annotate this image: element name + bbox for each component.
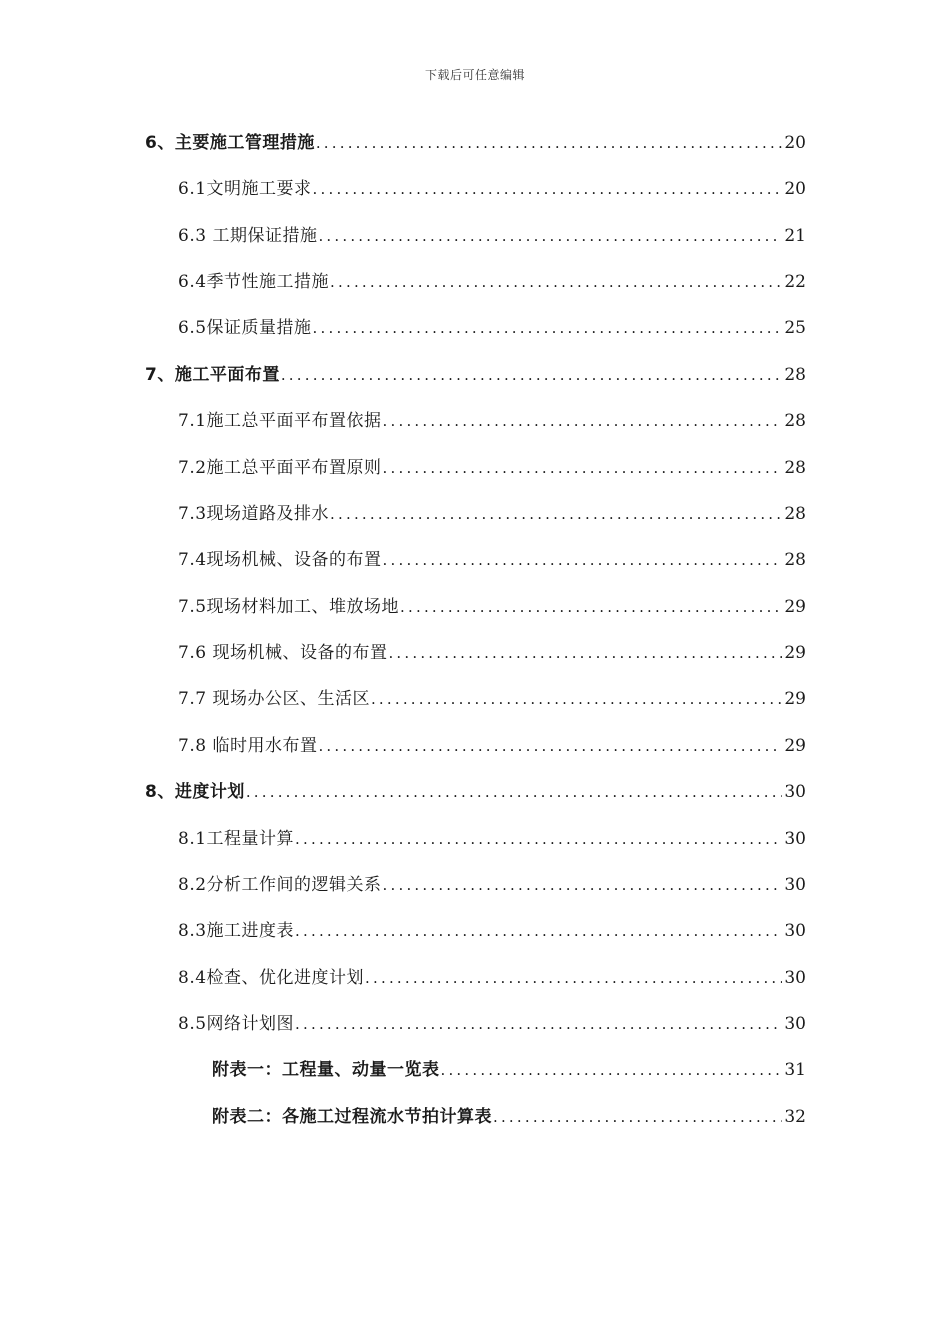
toc-entry[interactable] (178, 263, 806, 293)
dot-leader (295, 920, 782, 942)
toc-entry[interactable] (178, 402, 806, 432)
toc-entry-page: 28 (784, 504, 806, 524)
toc-entry-page: 28 (784, 458, 806, 478)
toc-entry-title: 6、主要施工管理措施 (145, 133, 315, 153)
toc-entry[interactable] (178, 1005, 806, 1035)
toc-entry-page: 30 (784, 1014, 806, 1034)
toc-entry-page: 29 (784, 643, 806, 663)
toc-entry-title: 8、进度计划 (145, 782, 245, 802)
toc-entry-title: 8.1工程量计算 (178, 829, 295, 849)
toc-entry-page: 30 (784, 782, 806, 802)
toc-entry[interactable] (178, 634, 806, 664)
page-header: 下载后可任意编辑 (424, 68, 525, 82)
toc-entry-page: 30 (784, 968, 806, 988)
toc-entry-title: 7.3现场道路及排水 (178, 504, 330, 524)
toc-entry[interactable] (145, 773, 806, 803)
toc-entry[interactable] (178, 309, 806, 339)
toc-entry-page: 32 (784, 1107, 806, 1127)
toc-entry-title: 附表二：各施工过程流水节拍计算表 (212, 1107, 492, 1127)
toc-entry[interactable] (212, 1098, 806, 1128)
dot-leader (383, 549, 783, 571)
toc-entry[interactable] (145, 356, 806, 386)
toc-entry[interactable] (178, 449, 806, 479)
dot-leader (313, 317, 783, 339)
dot-leader (246, 781, 783, 803)
dot-leader (441, 1059, 783, 1081)
toc-entry-page: 31 (784, 1060, 806, 1080)
toc-entry-page: 28 (784, 550, 806, 570)
toc-entry-title: 6.1文明施工要求 (178, 179, 312, 199)
toc-entry-title: 6.5保证质量措施 (178, 318, 312, 338)
toc-entry-page: 30 (784, 921, 806, 941)
toc-entry-title: 7.7 现场办公区、生活区 (178, 689, 370, 709)
dot-leader (318, 735, 782, 757)
toc-entry-page: 20 (784, 133, 806, 153)
toc-entry[interactable] (178, 866, 806, 896)
toc-entry-title: 8.3施工进度表 (178, 921, 295, 941)
toc-entry-page: 29 (784, 689, 806, 709)
dot-leader (400, 596, 782, 618)
toc-entry-page: 30 (784, 829, 806, 849)
toc-entry-title: 7.4现场机械、设备的布置 (178, 550, 382, 570)
toc-entry-title: 7.6 现场机械、设备的布置 (178, 643, 388, 663)
dot-leader (313, 178, 783, 200)
toc-entry-title: 8.2分析工作间的逻辑关系 (178, 875, 382, 895)
dot-leader (295, 1013, 782, 1035)
toc-entry[interactable] (178, 680, 806, 710)
dot-leader (318, 225, 782, 247)
toc-entry-title: 6.4季节性施工措施 (178, 272, 330, 292)
dot-leader (330, 271, 782, 293)
dot-leader (383, 457, 783, 479)
toc-entry[interactable] (178, 727, 806, 757)
dot-leader (371, 688, 782, 710)
toc-entry-page: 22 (784, 272, 806, 292)
dot-leader (383, 410, 783, 432)
toc-entry-page: 20 (784, 179, 806, 199)
toc-entry-page: 25 (784, 318, 806, 338)
toc-entry-page: 30 (784, 875, 806, 895)
toc-entry-page: 29 (784, 597, 806, 617)
dot-leader (295, 828, 782, 850)
toc-entry[interactable] (178, 959, 806, 989)
toc-entry-title: 8.4检查、优化进度计划 (178, 968, 365, 988)
dot-leader (493, 1106, 782, 1128)
toc-entry[interactable] (178, 541, 806, 571)
toc-entry-title: 6.3 工期保证措施 (178, 226, 318, 246)
toc-entry-page: 28 (784, 411, 806, 431)
dot-leader (281, 364, 783, 386)
toc-entry-title: 7、施工平面布置 (145, 365, 280, 385)
dot-leader (316, 132, 783, 154)
toc-entry[interactable] (178, 495, 806, 525)
toc-entry-page: 29 (784, 736, 806, 756)
toc-entry-page: 28 (784, 365, 806, 385)
toc-entry[interactable] (178, 912, 806, 942)
toc-entry-title: 7.2施工总平面平布置原则 (178, 458, 382, 478)
toc-entry-title: 附表一：工程量、动量一览表 (212, 1060, 440, 1080)
toc-entry-page: 21 (784, 226, 806, 246)
toc-entry[interactable] (145, 124, 806, 154)
toc-entry-title: 7.8 临时用水布置 (178, 736, 318, 756)
toc-entry[interactable] (178, 217, 806, 247)
dot-leader (330, 503, 782, 525)
toc-entry-title: 7.5现场材料加工、堆放场地 (178, 597, 400, 617)
toc-entry[interactable] (178, 820, 806, 850)
toc-entry[interactable] (212, 1051, 806, 1081)
dot-leader (383, 874, 783, 896)
toc-entry-title: 8.5网络计划图 (178, 1014, 295, 1034)
dot-leader (365, 967, 782, 989)
toc-entry[interactable] (178, 588, 806, 618)
toc-entry[interactable] (178, 170, 806, 200)
toc-entry-title: 7.1施工总平面平布置依据 (178, 411, 382, 431)
dot-leader (388, 642, 782, 664)
